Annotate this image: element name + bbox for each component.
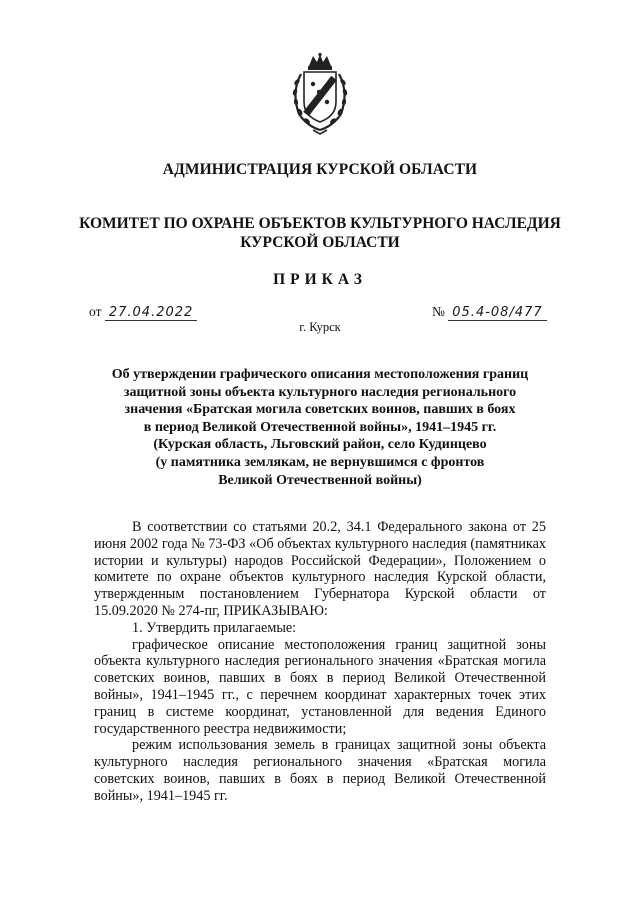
date-prefix: от bbox=[89, 304, 102, 319]
document-subject bbox=[95, 366, 545, 489]
subject-line: Великой Отечественной войны) bbox=[218, 472, 422, 488]
subject-line: значения «Братская могила советских воинов, павших в боях bbox=[124, 402, 516, 418]
document-city: г. Курск bbox=[299, 320, 341, 334]
committee-title bbox=[60, 214, 580, 252]
document-number bbox=[432, 304, 547, 320]
subject-line: в период Великой Отечественной войны», 1941–1945 гг. bbox=[143, 419, 497, 435]
number-prefix: № bbox=[432, 304, 445, 319]
subject-line: Об утверждении графического описания местоположения границ bbox=[111, 367, 529, 382]
date-value: 27.04.2022 bbox=[105, 305, 197, 321]
document-body bbox=[94, 519, 546, 805]
subject-line: защитной зоны объекта культурного наследия регионального bbox=[123, 384, 517, 400]
document-type: ПРИКАЗ bbox=[273, 271, 367, 288]
committee-title-line1: КОМИТЕТ ПО ОХРАНЕ ОБЪЕКТОВ КУЛЬТУРНОГО НАСЛЕДИЯ bbox=[79, 215, 561, 232]
organization-title: АДМИНИСТРАЦИЯ КУРСКОЙ ОБЛАСТИ bbox=[162, 161, 478, 178]
body-paragraph: графическое описание местоположения границ защитной зоны объекта культурного наследия регионального значения «Братская могила советских воинов, павших в боях в период Великой Отечественной войны», 1941–1945 гг., с перечнем координат характерных точек этих границ в системе координат, установленной для ведения Единого государственного реестра недвижимости; bbox=[94, 636, 546, 737]
committee-title-line2: КУРСКОЙ ОБЛАСТИ bbox=[240, 234, 400, 251]
subject-line: (Курская область, Льговский район, село Кудинцево bbox=[153, 437, 487, 453]
body-paragraph: режим использования земель в границах защитной зоны объекта культурного наследия регионального значения «Братская могила советских воинов, павших в боях в период Великой Отечественной войны», 1941–1945 гг. bbox=[94, 737, 546, 804]
body-paragraph: В соответствии со статьями 20.2, 34.1 Федерального закона от 25 июня 2002 года № 73-ФЗ «Об объектах культурного наследия (памятниках истории и культуры) народов Российской Федерации», Положением о комитете по охране объектов культурного наследия Курской области, утвержденным постановлением Губернатора Курской области от 15.09.2020 № 274-пг, ПРИКАЗЫВАЮ: bbox=[94, 519, 546, 619]
body-paragraph: 1. Утвердить прилагаемые: bbox=[132, 619, 297, 636]
document-date bbox=[89, 304, 197, 320]
subject-line: (у памятника землякам, не вернувшимся с фронтов bbox=[155, 454, 485, 470]
kursk-coat-of-arms-icon bbox=[287, 52, 353, 136]
number-value: 05.4-08/477 bbox=[448, 305, 546, 321]
